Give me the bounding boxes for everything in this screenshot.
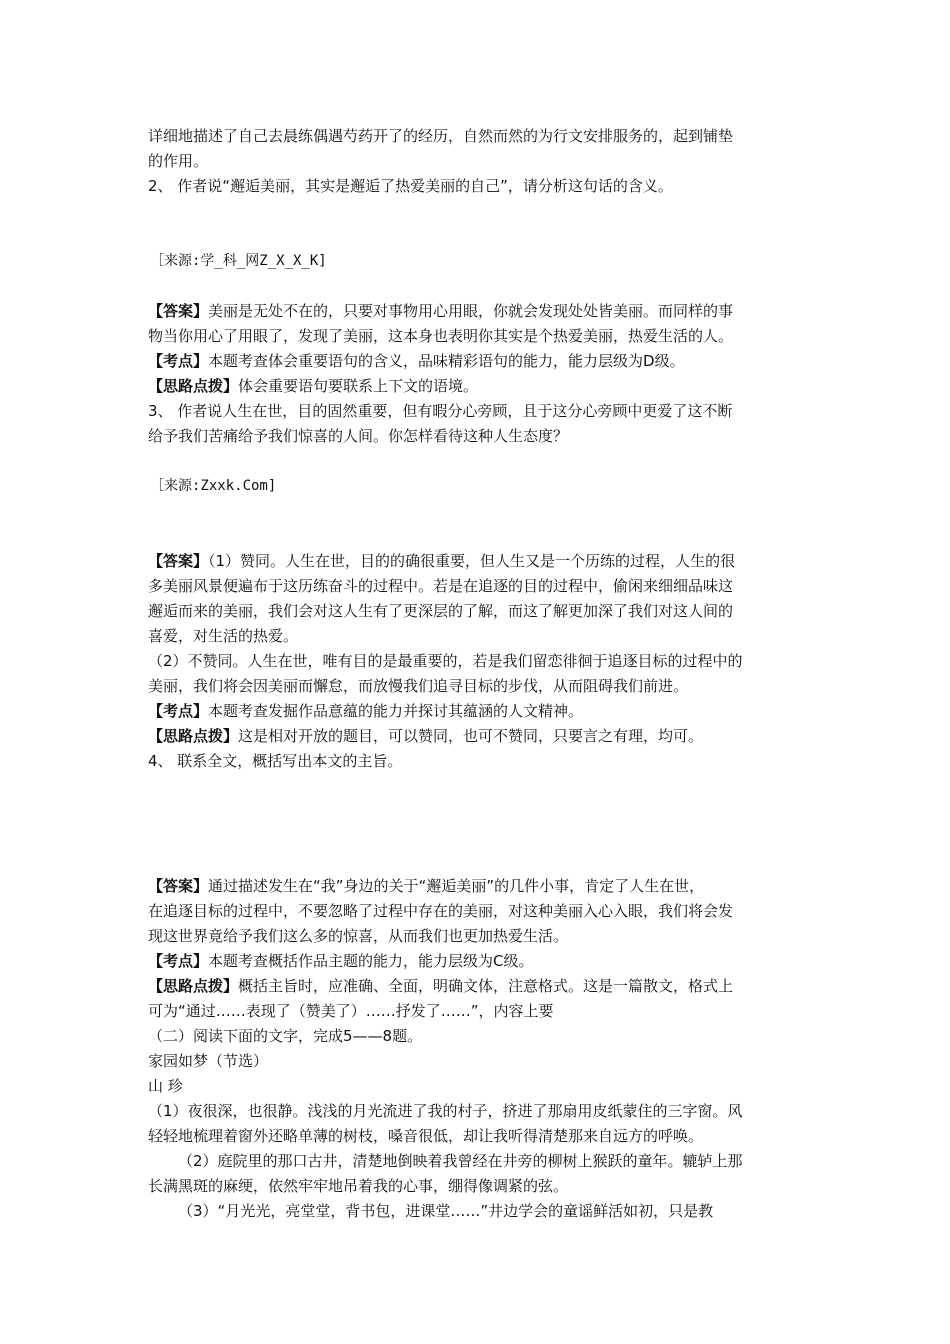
paragraph-2: （2）庭院里的那口古井，清楚地倒映着我曾经在井旁的柳树上猴跃的童年。辘轳上那 bbox=[178, 1152, 743, 1170]
hint-text: 这是相对开放的题目，可以赞同，也可不赞同，只要言之有理，均可。 bbox=[238, 727, 704, 745]
point-tag: 【考点】 bbox=[148, 702, 209, 720]
text-line: 可为“通过……表现了（赞美了）……抒发了……”，内容上要 bbox=[148, 1002, 554, 1020]
answer-tag: 【答案】 bbox=[148, 552, 209, 570]
text-line: 给予我们苦痛给予我们惊喜的人间。你怎样看待这种人生态度？ bbox=[148, 427, 569, 445]
point-4 bbox=[148, 950, 534, 972]
section-heading: （二）阅读下面的文字，完成5——8题。 bbox=[148, 1027, 423, 1045]
hint-2 bbox=[148, 375, 478, 397]
answer-2 bbox=[148, 300, 733, 322]
answer-4 bbox=[148, 875, 704, 897]
point-text: 本题考查概括作品主题的能力，能力层级为C级。 bbox=[208, 952, 534, 970]
text-line: 长满黑斑的麻绠，依然牢牢地吊着我的心事，绷得像调紧的弦。 bbox=[148, 1177, 569, 1195]
text-line: 详细地描述了自己去晨练偶遇芍药开了的经历，自然而然的为行文安排服务的，起到铺垫 bbox=[148, 127, 734, 145]
point-tag: 【考点】 bbox=[148, 952, 209, 970]
hint-tag: 【思路点拨】 bbox=[148, 377, 239, 395]
text-line: 物当你用心了用眼了，发现了美丽，这本身也表明你其实是个热爱美丽，热爱生活的人。 bbox=[148, 327, 734, 345]
answer-text: 美丽是无处不在的，只要对事物用心用眼，你就会发现处处皆美丽。而同样的事 bbox=[208, 302, 734, 320]
text-line: （2）不赞同。人生在世，唯有目的是最重要的，若是我们留恋徘徊于追逐目标的过程中的 bbox=[148, 652, 743, 670]
hint-text: 概括主旨时，应准确、全面，明确文体，注意格式。这是一篇散文，格式上 bbox=[238, 977, 734, 995]
hint-tag: 【思路点拨】 bbox=[148, 977, 239, 995]
answer-text: 通过描述发生在“我”身边的关于“邂逅美丽”的几件小事，肯定了人生在世， bbox=[208, 877, 705, 895]
answer-text: （1）赞同。人生在世，目的的确很重要，但人生又是一个历练的过程，人生的很 bbox=[208, 552, 736, 570]
source-note: ［来源:Zxxk.Com] bbox=[150, 478, 277, 494]
point-text: 本题考查发掘作品意蕴的能力并探讨其蕴涵的人文精神。 bbox=[208, 702, 584, 720]
text-line: 现这世界竟给予我们这么多的惊喜，从而我们也更加热爱生活。 bbox=[148, 927, 569, 945]
hint-3 bbox=[148, 725, 703, 747]
paragraph-3: （3）“月光光，亮堂堂，背书包，进课堂……”井边学会的童谣鲜活如初，只是教 bbox=[178, 1202, 714, 1220]
text-line: 美丽，我们将会因美丽而懈怠，而放慢我们追寻目标的步伐，从而阻碍我们前进。 bbox=[148, 677, 689, 695]
paragraph-1: （1）夜很深，也很静。浅浅的月光流进了我的村子，挤进了那扇用皮纸蒙住的三字窗。风 bbox=[148, 1102, 743, 1120]
text-line: 邂逅而来的美丽，我们会对这人生有了更深层的了解，而这了解更加深了我们对这人间的 bbox=[148, 602, 734, 620]
passage-author: 山 珍 bbox=[148, 1077, 183, 1095]
answer-tag: 【答案】 bbox=[148, 302, 209, 320]
point-3 bbox=[148, 700, 583, 722]
question-4: 4、 联系全文，概括写出本文的主旨。 bbox=[148, 752, 403, 770]
point-2 bbox=[148, 350, 685, 372]
hint-4 bbox=[148, 975, 733, 997]
hint-text: 体会重要语句要联系上下文的语境。 bbox=[238, 377, 479, 395]
text-line: 在追逐目标的过程中，不要忽略了过程中存在的美丽，对这种美丽入心入眼，我们将会发 bbox=[148, 902, 734, 920]
text-line: 多美丽风景便遍布于这历练奋斗的过程中。若是在追逐的目的过程中，偷闲来细细品味这 bbox=[148, 577, 734, 595]
text-line: 喜爱，对生活的热爱。 bbox=[148, 627, 299, 645]
point-text: 本题考查体会重要语句的含义，品味精彩语句的能力，能力层级为D级。 bbox=[208, 352, 685, 370]
question-2: 2、 作者说“邂逅美丽，其实是邂逅了热爱美丽的自己”，请分析这句话的含义。 bbox=[148, 177, 673, 195]
answer-tag: 【答案】 bbox=[148, 877, 209, 895]
text-line: 的作用。 bbox=[148, 152, 209, 170]
answer-3 bbox=[148, 550, 735, 572]
question-3: 3、 作者说人生在世，目的固然重要，但有暇分心旁顾，且于这分心旁顾中更爱了这不断 bbox=[148, 402, 733, 420]
text-line: 轻轻地梳理着窗外还略单薄的树枝，嗓音很低，却让我听得清楚那来自远方的呼唤。 bbox=[148, 1127, 704, 1145]
point-tag: 【考点】 bbox=[148, 352, 209, 370]
passage-title: 家园如梦（节选） bbox=[148, 1052, 269, 1070]
hint-tag: 【思路点拨】 bbox=[148, 727, 239, 745]
source-note: ［来源:学_科_网Z_X_X_K] bbox=[150, 253, 327, 269]
